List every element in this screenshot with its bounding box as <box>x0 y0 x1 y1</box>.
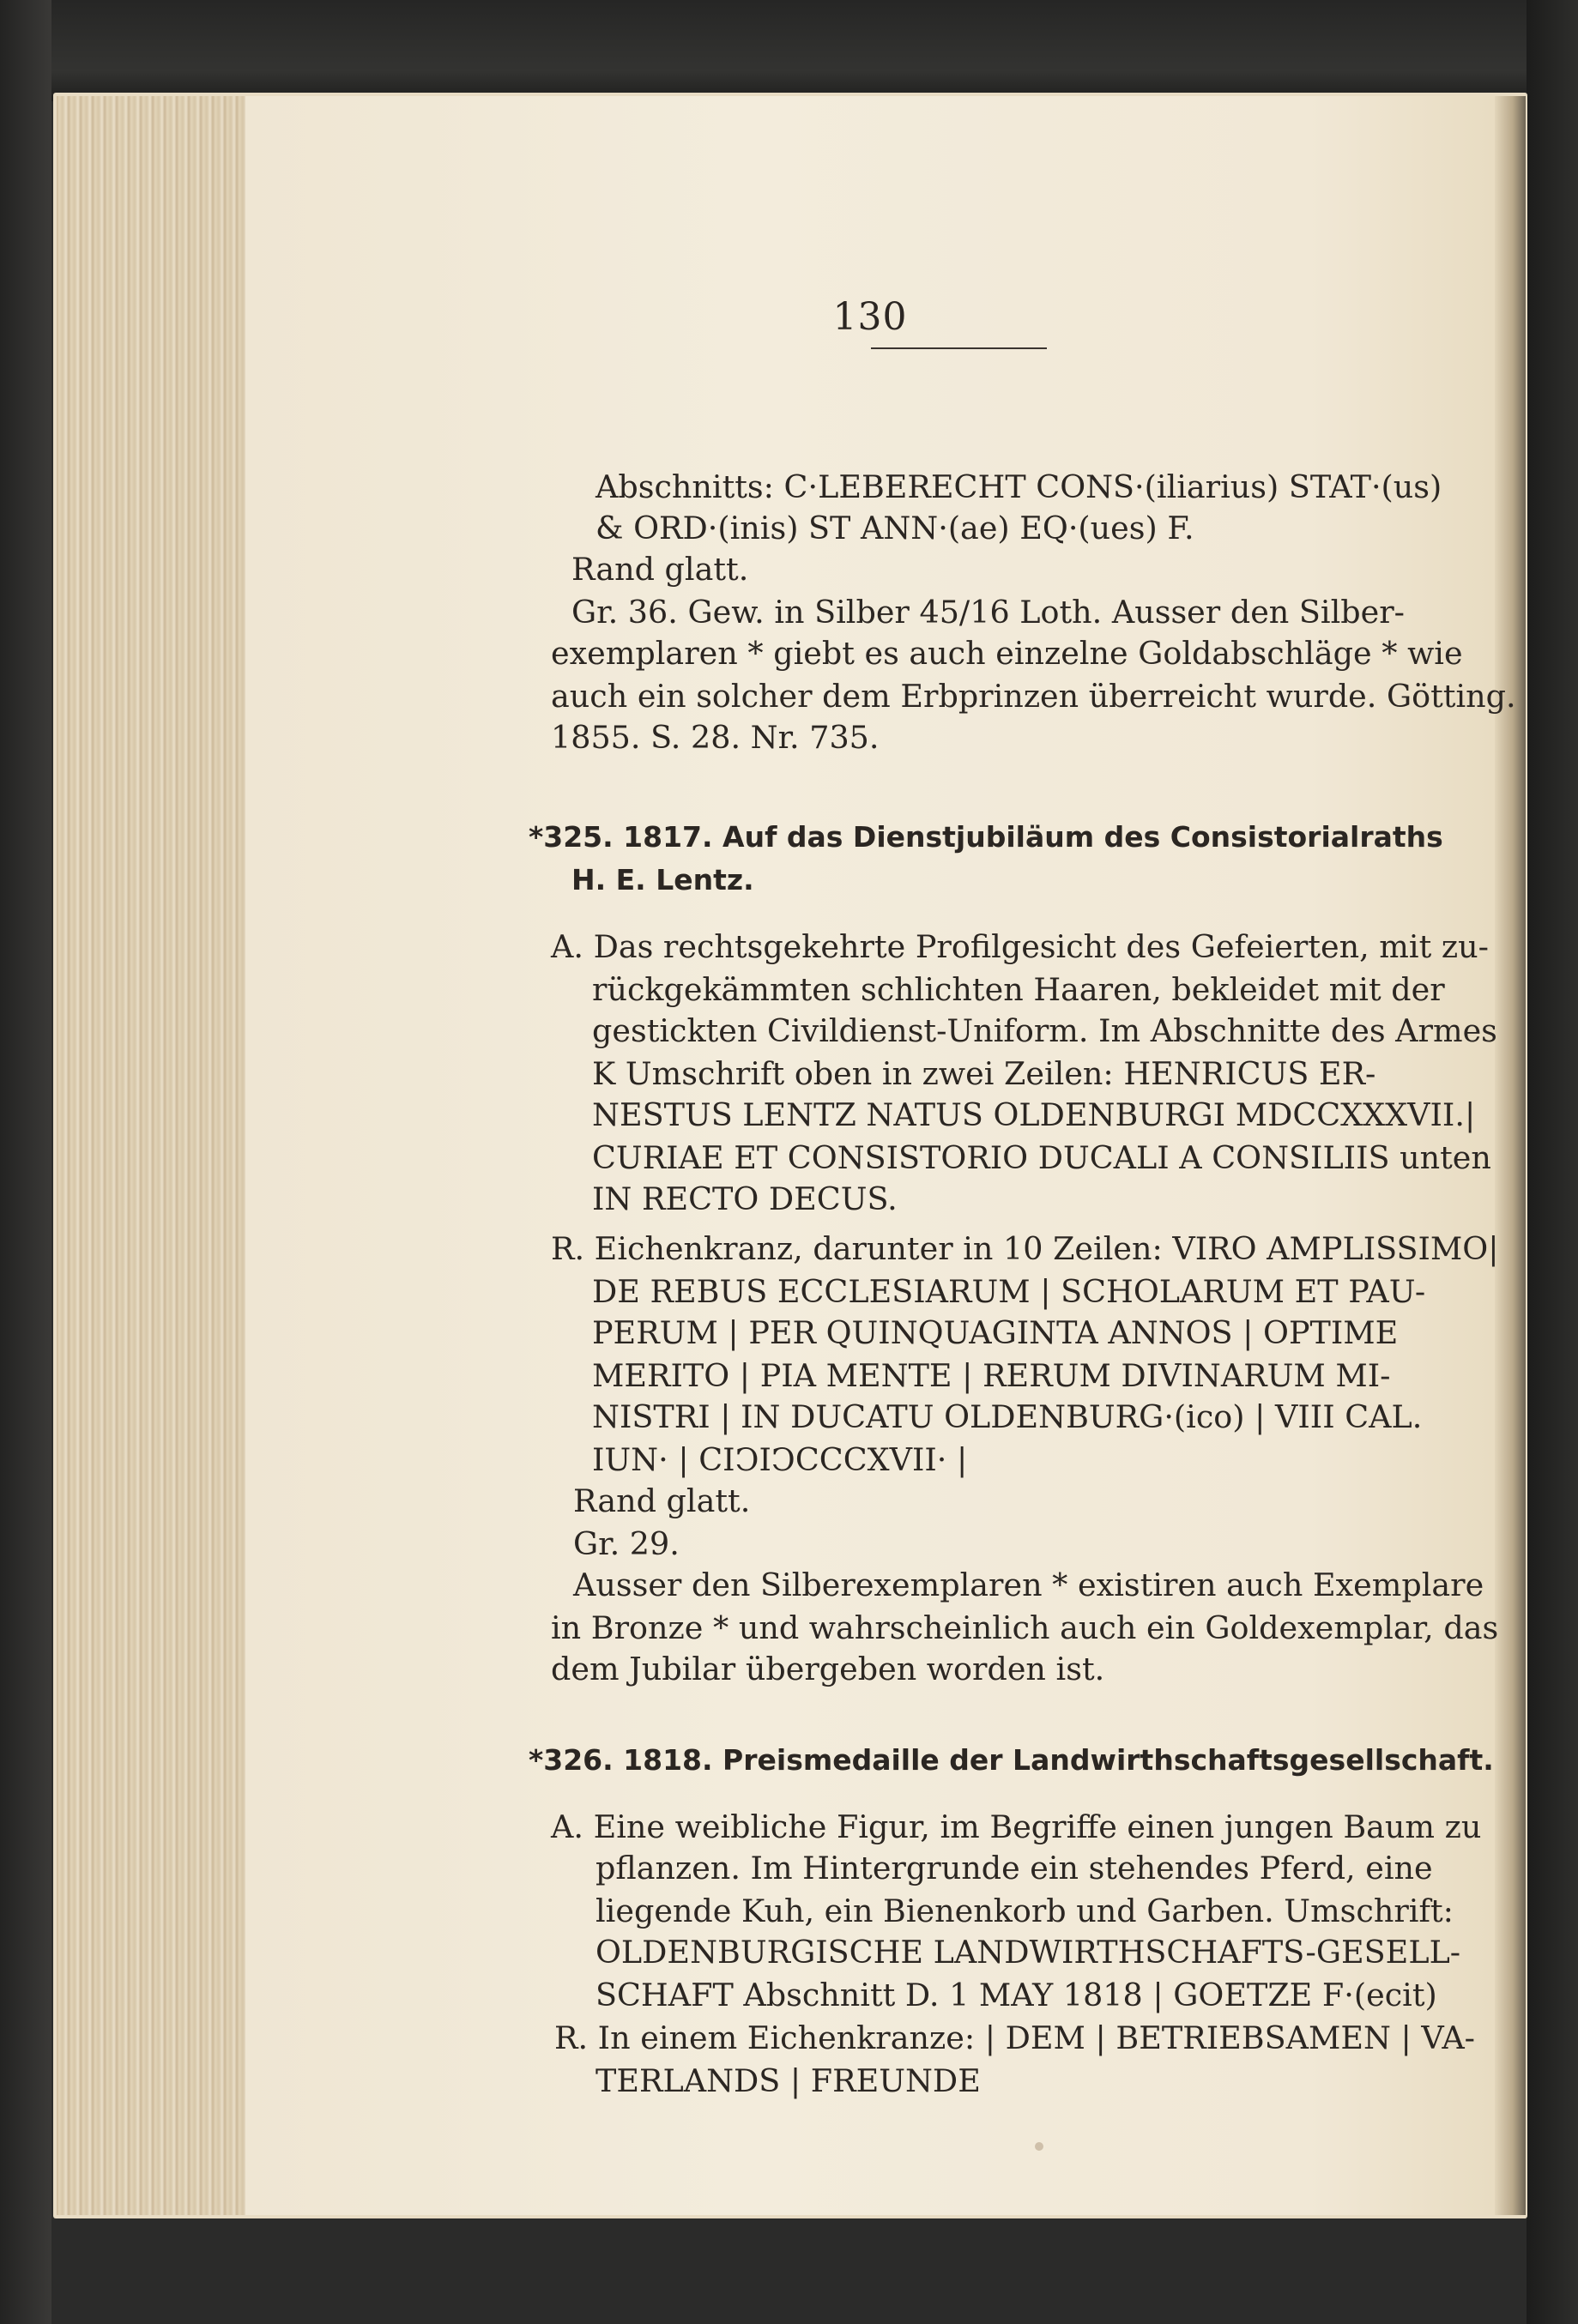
text-line: PERUM | PER QUINQUAGINTA ANNOS | OPTIME <box>592 1314 1399 1351</box>
text-line: CURIAE ET CONSISTORIO DUCALI A CONSILIIS unten <box>592 1139 1491 1176</box>
text-line: rückgekämmten schlichten Haaren, bekleidet mit der <box>592 971 1445 1008</box>
entry-heading: *325. 1817. Auf das Dienstjubiläum des Consistorialraths <box>529 820 1443 854</box>
page-number: 130 <box>832 295 908 339</box>
text-line: A. Eine weibliche Figur, im Begriffe einen jungen Baum zu <box>551 1808 1482 1845</box>
text-line: liegende Kuh, ein Bienenkorb und Garben. Umschrift: <box>596 1892 1454 1929</box>
text-line: Gr. 29. <box>573 1525 680 1562</box>
text-line: NISTRI | IN DUCATU OLDENBURG·(ico) | VIII CAL. <box>592 1398 1423 1435</box>
text-line: pflanzen. Im Hintergrunde ein stehendes Pferd, eine <box>596 1850 1433 1886</box>
text-line: K Umschrift oben in zwei Zeilen: HENRICUS ER- <box>592 1055 1376 1092</box>
text-line: Gr. 36. Gew. in Silber 45/16 Loth. Ausser den Silber- <box>571 594 1406 631</box>
page-number-rule <box>871 347 1047 349</box>
text-line: exemplaren * giebt es auch einzelne Goldabschläge * wie <box>551 635 1463 672</box>
ink-spot <box>1035 2142 1043 2151</box>
text-line: TERLANDS | FREUNDE <box>596 2062 981 2099</box>
entry-heading: *326. 1818. Preismedaille der Landwirthschaftsgesellschaft. <box>529 1743 1494 1777</box>
text-line: auch ein solcher dem Erbprinzen überreicht wurde. Götting. <box>551 678 1516 715</box>
text-line: Rand glatt. <box>573 1482 751 1519</box>
text-line: dem Jubilar übergeben worden ist. <box>551 1651 1105 1687</box>
text-line: in Bronze * und wahrscheinlich auch ein Goldexemplar, das <box>551 1609 1499 1646</box>
text-line: OLDENBURGISCHE LANDWIRTHSCHAFTS-GESELL- <box>596 1934 1461 1971</box>
page-edges <box>57 96 246 2215</box>
text-line: DE REBUS ECCLESIARUM | SCHOLARUM ET PAU- <box>592 1273 1426 1310</box>
text-line: SCHAFT Abschnitt D. 1 MAY 1818 | GOETZE F·(ecit) <box>596 1977 1437 2013</box>
book-cover-top <box>0 0 1578 101</box>
text-line: R. In einem Eichenkranze: | DEM | BETRIEBSAMEN | VA- <box>554 2019 1476 2056</box>
text-line: NESTUS LENTZ NATUS OLDENBURGI MDCCXXXVII.| <box>592 1096 1476 1133</box>
text-line: IUN· | CIϽIϽCCCXVII· | <box>592 1441 968 1478</box>
book-cover-left <box>0 0 51 2324</box>
text-line: IN RECTO DECUS. <box>592 1180 898 1217</box>
text-line: R. Eichenkranz, darunter in 10 Zeilen: VIRO AMPLISSIMO| <box>551 1230 1499 1267</box>
text-line: Abschnitts: C·LEBERECHT CONS·(iliarius) STAT·(us) <box>596 468 1442 505</box>
text-line: MERITO | PIA MENTE | RERUM DIVINARUM MI- <box>592 1357 1391 1394</box>
text-line: Ausser den Silberexemplaren * existiren auch Exemplare <box>573 1566 1484 1603</box>
text-line: gestickten Civildienst-Uniform. Im Abschnitte des Armes <box>592 1012 1497 1049</box>
text-line: 1855. S. 28. Nr. 735. <box>551 719 880 756</box>
entry-heading: H. E. Lentz. <box>571 863 754 896</box>
text-line: Rand glatt. <box>571 551 749 588</box>
page <box>245 96 1516 2215</box>
text-line: & ORD·(inis) ST ANN·(ae) EQ·(ues) F. <box>596 510 1194 546</box>
text-line: A. Das rechtsgekehrte Profilgesicht des Gefeierten, mit zu- <box>551 928 1489 965</box>
